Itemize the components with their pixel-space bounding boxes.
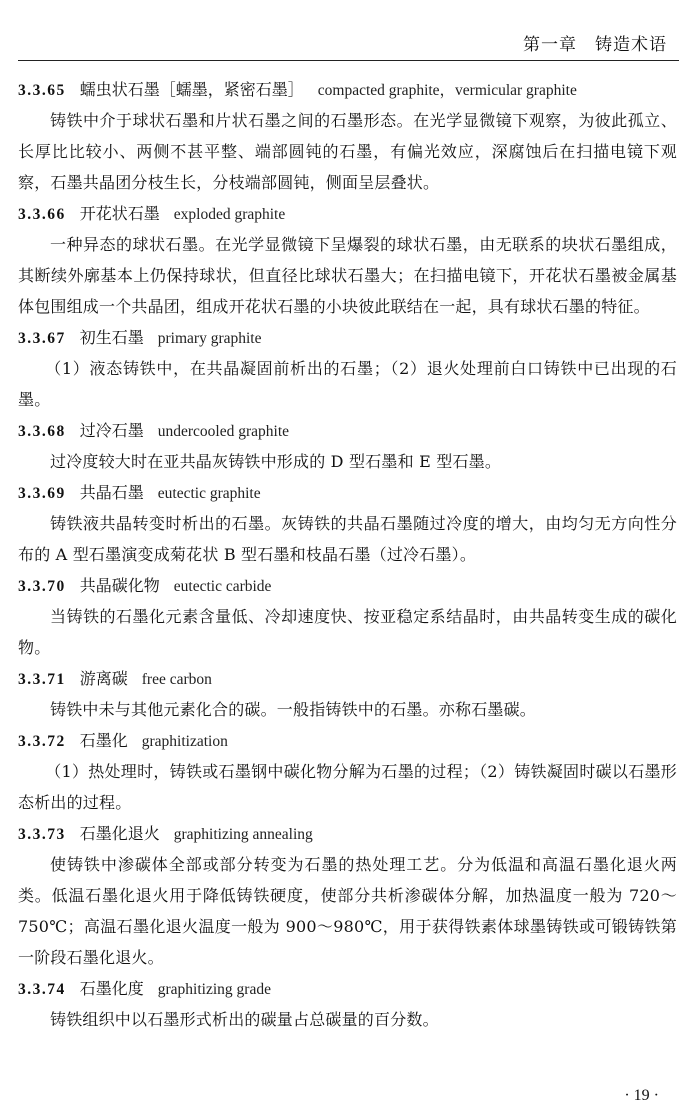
- term-entry-3-3-67: [18, 322, 677, 415]
- term-heading: [18, 477, 677, 508]
- term-chinese: 共晶石墨: [79, 483, 144, 502]
- term-definition: 铸铁中未与其他元素化合的碳。一般指铸铁中的石墨。亦称石墨碳。: [50, 700, 537, 719]
- term-definition: 当铸铁的石墨化元素含量低、冷却速度快、按亚稳定系结晶时，由共晶转变生成的碳化物。: [18, 607, 677, 657]
- term-english: eutectic graphite: [157, 485, 261, 502]
- term-entry-3-3-70: [18, 570, 677, 663]
- term-heading: [18, 74, 677, 105]
- term-heading: [18, 415, 677, 446]
- term-definition: （1）液态铸铁中，在共晶凝固前析出的石墨；（2）退火处理前白口铸铁中已出现的石墨。: [18, 359, 677, 409]
- term-entry-3-3-66: [18, 198, 677, 322]
- term-entry-3-3-68: [18, 415, 677, 477]
- term-chinese: 共晶碳化物: [79, 576, 160, 595]
- term-entry-3-3-73: [18, 818, 677, 973]
- term-definition: （1）热处理时，铸铁或石墨钢中碳化物分解为石墨的过程；（2）铸铁凝固时碳以石墨形态析出的过程。: [18, 762, 677, 812]
- term-chinese: 游离碳: [79, 669, 128, 688]
- term-heading: [18, 322, 677, 353]
- term-heading: [18, 570, 677, 601]
- term-entry-3-3-72: [18, 725, 677, 818]
- term-definition: 铸铁组织中以石墨形式析出的碳量占总碳量的百分数。: [50, 1010, 439, 1029]
- term-heading: [18, 198, 677, 229]
- term-english: graphitizing grade: [157, 981, 271, 998]
- term-chinese: 开花状石墨: [79, 204, 160, 223]
- term-entry-3-3-74: [18, 973, 677, 1035]
- term-number: 3.3.74: [18, 981, 66, 998]
- chapter-title: 第一章 铸造术语: [523, 35, 667, 55]
- page-content: [18, 74, 677, 1035]
- term-number: 3.3.66: [18, 206, 66, 223]
- term-number: 3.3.67: [18, 330, 66, 347]
- term-english: primary graphite: [157, 330, 262, 347]
- term-heading: [18, 663, 677, 694]
- term-english: graphitization: [141, 733, 228, 750]
- term-chinese: 蠕虫状石墨［蠕墨，紧密石墨］: [79, 80, 304, 99]
- term-chinese: 石墨化: [79, 731, 128, 750]
- term-number: 3.3.68: [18, 423, 66, 440]
- term-entry-3-3-71: [18, 663, 677, 725]
- term-definition: 一种异态的球状石墨。在光学显微镜下呈爆裂的球状石墨，由无联系的块状石墨组成，其断续外廓基本上仍保持球状，但直径比球状石墨大；在扫描电镜下，开花状石墨被金属基体包围组成一个共晶团，组成开花状石墨的小块彼此联结在一起，具有球状石墨的特征。: [18, 235, 677, 316]
- term-definition: 使铸铁中渗碳体全部或部分转变为石墨的热处理工艺。分为低温和高温石墨化退火两类。低温石墨化退火用于降低铸铁硬度，使部分共析渗碳体分解，加热温度一般为 720～750℃；高温石墨化退火温度一般为 900～980℃，用于获得铁素体球墨铸铁或可锻铸铁第一阶段石墨化退火。: [18, 855, 677, 967]
- page-header: [18, 28, 679, 61]
- term-definition: 过冷度较大时在亚共晶灰铸铁中形成的 D 型石墨和 E 型石墨。: [50, 452, 502, 471]
- term-definition: 铸铁中介于球状石墨和片状石墨之间的石墨形态。在光学显微镜下观察，为彼此孤立、长厚比比较小、两侧不甚平整、端部圆钝的石墨，有偏光效应，深腐蚀后在扫描电镜下观察，石墨共晶团分枝生长，分枝端部圆钝，侧面呈层叠状。: [18, 111, 677, 192]
- term-english: graphitizing annealing: [173, 826, 313, 843]
- term-english: free carbon: [141, 671, 212, 688]
- term-chinese: 石墨化退火: [79, 824, 160, 843]
- term-number: 3.3.71: [18, 671, 66, 688]
- term-number: 3.3.72: [18, 733, 66, 750]
- term-heading: [18, 818, 677, 849]
- term-english: undercooled graphite: [157, 423, 290, 440]
- page-number: · 19 ·: [624, 1087, 659, 1104]
- term-english: eutectic carbide: [173, 578, 272, 595]
- term-english: compacted graphite，vermicular graphite: [317, 82, 577, 99]
- term-number: 3.3.69: [18, 485, 66, 502]
- term-heading: [18, 725, 677, 756]
- term-number: 3.3.65: [18, 82, 66, 99]
- term-chinese: 初生石墨: [79, 328, 144, 347]
- term-number: 3.3.70: [18, 578, 66, 595]
- term-chinese: 石墨化度: [79, 979, 144, 998]
- term-heading: [18, 973, 677, 1004]
- term-entry-3-3-69: [18, 477, 677, 570]
- term-entry-3-3-65: [18, 74, 677, 198]
- term-definition: 铸铁液共晶转变时析出的石墨。灰铸铁的共晶石墨随过冷度的增大，由均匀无方向性分布的 A 型石墨演变成菊花状 B 型石墨和枝晶石墨（过冷石墨）。: [18, 514, 677, 564]
- term-number: 3.3.73: [18, 826, 66, 843]
- term-english: exploded graphite: [173, 206, 286, 223]
- term-chinese: 过冷石墨: [79, 421, 144, 440]
